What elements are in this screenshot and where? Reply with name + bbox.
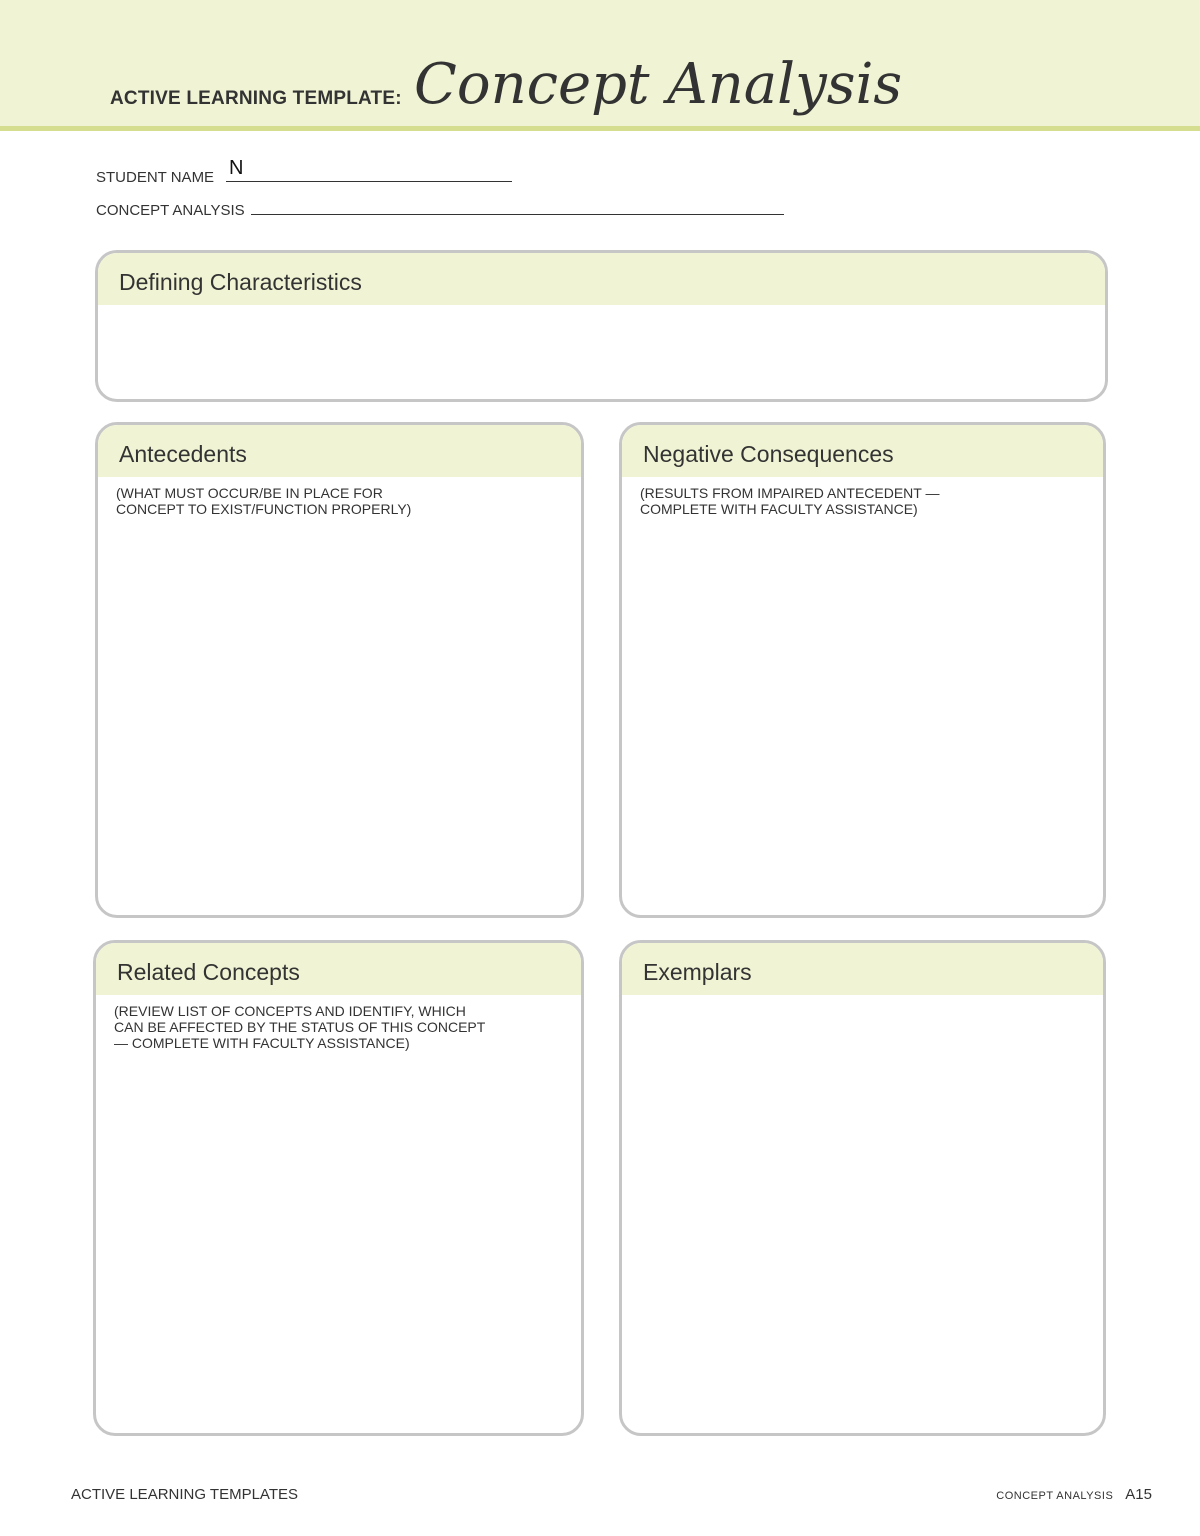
exemplars-panel[interactable] xyxy=(619,940,1106,1436)
footer-left: ACTIVE LEARNING TEMPLATES xyxy=(71,1486,298,1503)
defining-characteristics-title: Defining Characteristics xyxy=(98,253,1105,305)
negative-consequences-panel[interactable] xyxy=(619,422,1106,918)
negative-consequences-note: (RESULTS FROM IMPAIRED ANTECEDENT — COMPLETE WITH FACULTY ASSISTANCE) xyxy=(640,485,940,517)
template-title: Concept Analysis xyxy=(414,52,903,117)
footer-right xyxy=(996,1486,1152,1503)
defining-characteristics-panel[interactable] xyxy=(95,250,1108,402)
related-concepts-title: Related Concepts xyxy=(96,943,581,995)
footer-section: CONCEPT ANALYSIS xyxy=(996,1490,1114,1502)
antecedents-title: Antecedents xyxy=(98,425,581,477)
template-label: ACTIVE LEARNING TEMPLATE: xyxy=(110,88,402,109)
header-rule xyxy=(0,126,1200,131)
student-name-line[interactable] xyxy=(226,180,512,182)
concept-analysis-label: CONCEPT ANALYSIS xyxy=(96,202,245,219)
related-concepts-note: (REVIEW LIST OF CONCEPTS AND IDENTIFY, WHICH CAN BE AFFECTED BY THE STATUS OF THIS CONCEPT — COMPLETE WITH FACULTY ASSISTANCE) xyxy=(114,1003,486,1051)
antecedents-note: (WHAT MUST OCCUR/BE IN PLACE FOR CONCEPT TO EXIST/FUNCTION PROPERLY) xyxy=(116,485,412,517)
related-concepts-panel[interactable] xyxy=(93,940,584,1436)
concept-analysis-line[interactable] xyxy=(251,213,784,215)
concept-analysis-row xyxy=(96,202,784,219)
negative-consequences-title: Negative Consequences xyxy=(622,425,1103,477)
student-name-label: STUDENT NAME xyxy=(96,169,215,186)
antecedents-panel[interactable] xyxy=(95,422,584,918)
page-number: A15 xyxy=(1125,1486,1152,1503)
exemplars-title: Exemplars xyxy=(622,943,1103,995)
student-name-row xyxy=(96,169,512,186)
student-name-value: N xyxy=(229,157,244,179)
